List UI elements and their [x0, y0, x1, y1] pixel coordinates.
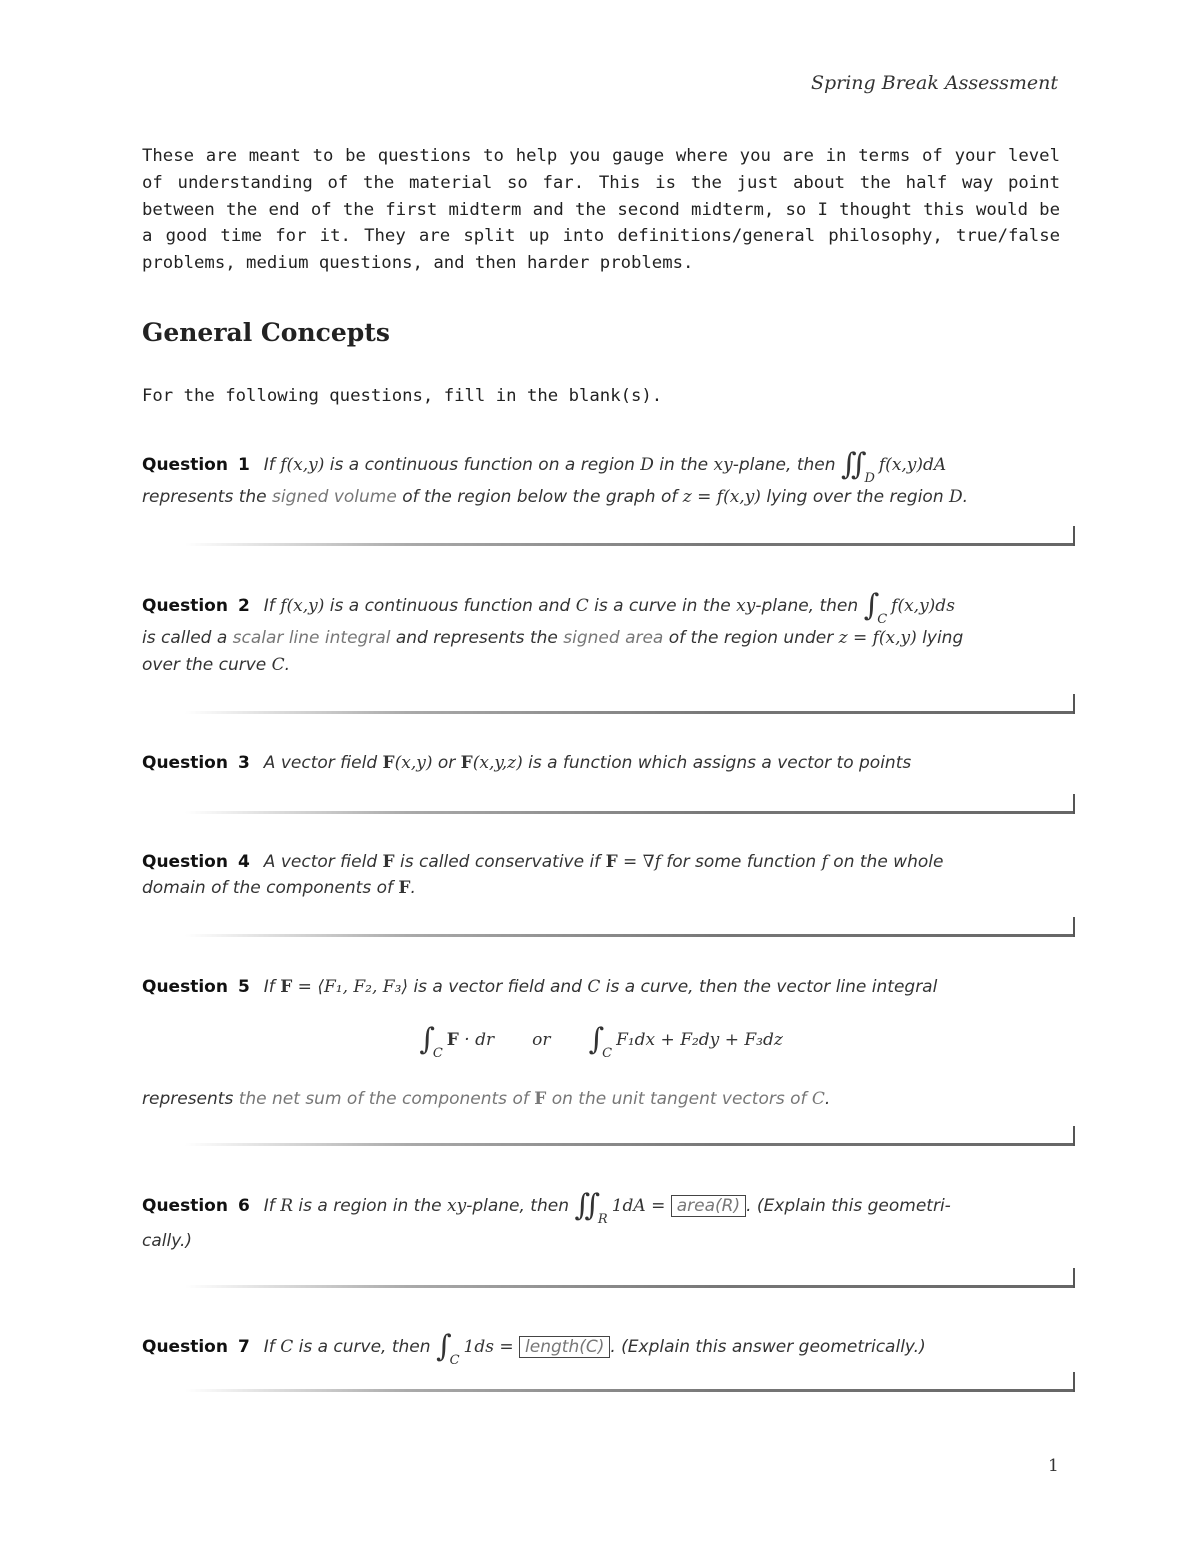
integral-symbol: ∫ [419, 1022, 435, 1057]
question-number: 1 [237, 455, 250, 475]
q5-math: F₁dx + F₂dy + F₃dz [616, 1030, 783, 1050]
question-label: Question [142, 852, 228, 872]
q7-text: . (Explain this answer geometrically.) [610, 1337, 926, 1357]
question-label: Question [142, 1337, 228, 1357]
q4-text: is called conservative if [394, 852, 606, 872]
integral-subscript: D [864, 471, 875, 486]
answer-line [185, 692, 1075, 714]
question-4 [142, 849, 1060, 876]
question-3 [142, 750, 1060, 777]
q1-text: lying over the region [760, 487, 949, 507]
q7-answer-box: length(C) [519, 1336, 610, 1358]
q2-text: lying [916, 628, 964, 648]
q1-text: of the region below the graph of [396, 487, 683, 507]
q1-math: D [640, 455, 654, 475]
question-label: Question [142, 455, 228, 475]
q1-math: xy [713, 455, 733, 475]
question-2-line-3 [142, 652, 1060, 679]
question-2-line-2 [142, 625, 1060, 652]
integral-symbol: ∫ [588, 1022, 605, 1057]
double-integral-symbol: ∬ [574, 1188, 600, 1223]
q2-math: z = f(x,y) [838, 628, 917, 648]
q6-text: If [263, 1196, 281, 1216]
q2-integrand: f(x,y)ds [891, 596, 955, 616]
q6-text: is a region in the [293, 1196, 447, 1216]
q5-text: If [263, 977, 281, 997]
q5-bold: F [446, 1030, 459, 1050]
q1-text: is a continuous function on a region [324, 455, 641, 475]
integral-subscript: R [597, 1212, 608, 1227]
running-header: Spring Break Assessment [810, 72, 1058, 94]
q6-text: . (Explain this geometri- [746, 1196, 951, 1216]
q5-bold: F [534, 1089, 547, 1109]
q5-answer: the net sum of the components of [238, 1089, 535, 1109]
q5-math: = ⟨F₁, F₂, F₃⟩ [292, 977, 409, 997]
q6-text: cally.) [142, 1231, 192, 1251]
q1-text: . [962, 487, 969, 507]
answer-line [185, 1124, 1075, 1146]
q4-text: on the whole [827, 852, 944, 872]
answer-line [185, 524, 1075, 546]
q1-answer: signed volume [272, 487, 397, 507]
integral-subscript: C [602, 1046, 613, 1061]
question-5-line-2 [142, 1086, 1060, 1113]
q5-text: is a curve, then the vector line integral [600, 977, 938, 997]
q5-math: C [811, 1089, 825, 1109]
question-number: 4 [237, 852, 250, 872]
q1-math: z = f(x,y) [682, 487, 761, 507]
q1-text: in the [653, 455, 714, 475]
q4-text: . [410, 878, 416, 898]
q2-text: over the curve [142, 655, 272, 675]
question-6-line-2 [142, 1228, 1060, 1255]
q4-text: domain of the components of [142, 878, 399, 898]
q2-text: is called a [142, 628, 233, 648]
q2-answer: scalar line integral [232, 628, 391, 648]
q2-text: of the region under [663, 628, 839, 648]
q6-answer-box: area(R) [671, 1195, 746, 1217]
question-number: 2 [237, 596, 250, 616]
question-number: 7 [237, 1337, 250, 1357]
question-label: Question [142, 753, 228, 773]
q6-text: -plane, then [466, 1196, 575, 1216]
q4-bold: F [382, 852, 395, 872]
q3-text: A vector field [263, 753, 383, 773]
q2-text: is a curve in the [588, 596, 737, 616]
q1-integrand: f(x,y)dA [878, 455, 947, 475]
question-2 [142, 588, 1060, 627]
answer-line [185, 915, 1075, 937]
section-title: General Concepts [142, 318, 390, 347]
question-5 [142, 974, 1060, 1001]
q6-integrand: 1dA = [611, 1196, 666, 1216]
q2-math: C [575, 596, 589, 616]
q5-math: C [587, 977, 601, 997]
question-7 [142, 1329, 1060, 1368]
integral-symbol: ∫ [863, 588, 880, 623]
q2-text: and represents the [390, 628, 564, 648]
integral-subscript: C [432, 1046, 443, 1061]
q7-text: If [263, 1337, 281, 1357]
q2-answer: signed area [563, 628, 664, 648]
q5-text: . [824, 1089, 831, 1109]
q3-math: (x,y,z) [472, 753, 523, 773]
q2-math: C [271, 655, 285, 675]
q4-math: = ∇f [617, 852, 661, 872]
q2-text: . [284, 655, 291, 675]
answer-line [185, 792, 1075, 814]
instructions: For the following questions, fill in the blank(s). [142, 386, 663, 406]
display-equation [142, 1018, 1060, 1061]
q6-math: R [280, 1196, 294, 1216]
answer-line [185, 1370, 1075, 1392]
q3-bold: F [382, 753, 395, 773]
q7-text: is a curve, then [293, 1337, 436, 1357]
question-label: Question [142, 977, 228, 997]
q1-text: -plane, then [732, 455, 841, 475]
question-1 [142, 447, 1060, 486]
question-number: 6 [237, 1196, 250, 1216]
question-1-line-2 [142, 484, 1060, 511]
question-number: 5 [237, 977, 250, 997]
q4-math: f [821, 852, 828, 872]
q3-math: (x,y) [394, 753, 433, 773]
question-6 [142, 1188, 1060, 1227]
q4-bold: F [398, 878, 411, 898]
q1-math: f(x,y) [280, 455, 325, 475]
integral-subscript: C [877, 612, 888, 627]
question-number: 3 [237, 753, 250, 773]
question-label: Question [142, 596, 228, 616]
question-4-line-2 [142, 875, 1060, 902]
q7-integrand: 1ds = [463, 1337, 514, 1357]
q4-bold: F [605, 852, 618, 872]
intro-paragraph: These are meant to be questions to help you gauge where you are in terms of your level of understanding of the material so far. This is the just about the half way point between the end of the first midterm and the second midterm, so I thought this would be a good time for it. They are split up into definitions/general philosophy, true/false problems, medium questions, and then harder problems. [142, 146, 1060, 274]
q3-text: or [432, 753, 461, 773]
page-number: 1 [1048, 1456, 1059, 1476]
q1-math: D [949, 487, 963, 507]
q2-text: is a continuous function and [324, 596, 576, 616]
q5-bold: F [280, 977, 293, 997]
q4-text: A vector field [263, 852, 383, 872]
integral-symbol: ∫ [435, 1329, 452, 1364]
q2-text: If [263, 596, 281, 616]
question-label: Question [142, 1196, 228, 1216]
q5-math: · dr [458, 1030, 495, 1050]
q2-math: f(x,y) [280, 596, 325, 616]
q5-text: represents [142, 1089, 239, 1109]
double-integral-symbol: ∬ [840, 447, 867, 482]
q7-math: C [280, 1337, 294, 1357]
q6-math: xy [446, 1196, 467, 1216]
integral-subscript: C [449, 1353, 460, 1368]
q5-answer: on the unit tangent vectors of [546, 1089, 812, 1109]
q4-text: for some function [660, 852, 822, 872]
q3-bold: F [460, 753, 473, 773]
q1-text: If [263, 455, 281, 475]
q5-or: or [532, 1030, 551, 1050]
q1-text: represents the [142, 487, 273, 507]
q2-math: xy [736, 596, 756, 616]
q3-text: is a function which assigns a vector to points [522, 753, 912, 773]
q5-text: is a vector field and [408, 977, 588, 997]
answer-line [185, 1266, 1075, 1288]
q2-text: -plane, then [755, 596, 864, 616]
